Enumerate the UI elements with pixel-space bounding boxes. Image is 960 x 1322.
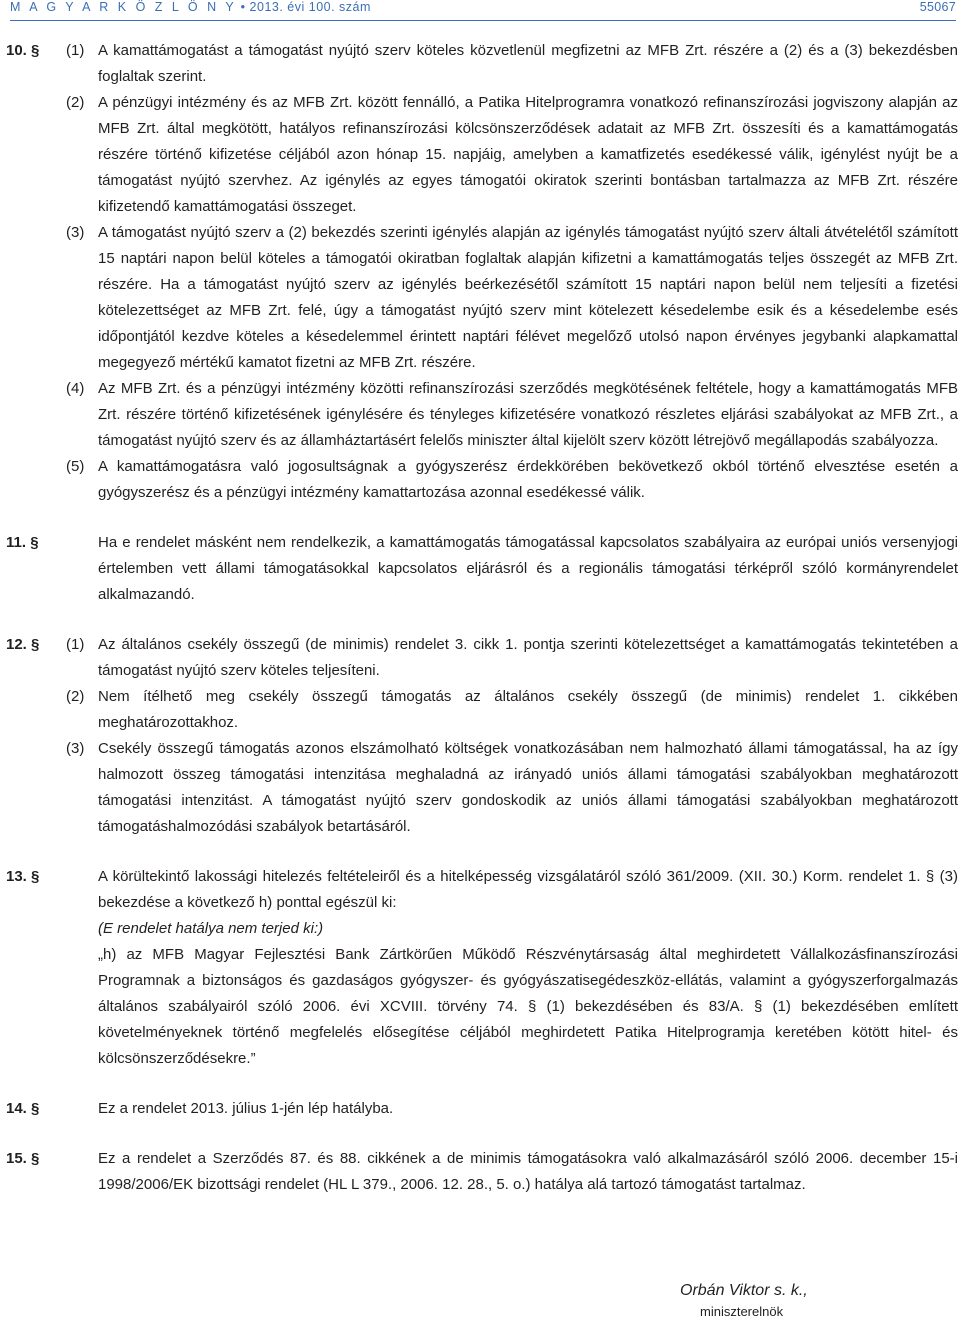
header-bullet: • bbox=[240, 0, 246, 14]
paragraph-4 bbox=[0, 376, 960, 454]
section-text: Ez a rendelet a Szerződés 87. és 88. cikkének a de minimis támogatásokra való alkalmazásáról szóló 2006. december 15-i 1998/2006/EK bizottsági rendelet (HL L 379., 2006. 12. 28., 5. o.) hatálya alá tartozó támogatást tartalmaz. bbox=[98, 1150, 958, 1193]
paragraph-2 bbox=[0, 90, 960, 220]
inserted-point-quote: „h) az MFB Magyar Fejlesztési Bank Zártkörűen Működő Részvénytársaság által meghirdetett Vállalkozásfinanszírozási Programnak a biztonságos és gazdaságos gyógyszer- és gyógyászatisegédeszköz-ellátás, valamint a gyógyszerforgalmazás általános szabályairól szóló 2006. évi XCVIII. törvény 74. § (1) bekezdésében és 83/A. § (1) bekezdésében említett követelményeknek történő megfelelés elősegítése céljából meghirdetett Patika Hitelprogramja keretében kötött hitel- és kölcsönszerződésekre.” bbox=[98, 946, 958, 1067]
paragraph-number: (4) bbox=[66, 380, 85, 397]
paragraph-number: (1) bbox=[66, 42, 85, 59]
section-number: 15. § bbox=[6, 1150, 40, 1167]
paragraph-text: A pénzügyi intézmény és az MFB Zrt. között fennálló, a Patika Hitelprogramra vonatkozó refinanszírozási jogviszony alapján az MFB Zrt. által megkötött, hatályos refinanszírozási kölcsönszerződések adatait az MFB Zrt. összesíti és a kamattámogatás részére történő kifizetése céljából azon hónap 15. napjáig, amelyben a kamatfizetés esedékessé válik, igénylést nyújt be a támogatást nyújtó szervhez. Az igénylés az egyes támogatói okiratok szerinti bontásban tartalmazza az MFB Zrt. részére kifizetendő kamattámogatási összeget. bbox=[98, 94, 958, 215]
section-10 bbox=[0, 38, 960, 506]
paragraph-1 bbox=[0, 38, 960, 90]
paragraph-text: Az általános csekély összegű (de minimis) rendelet 3. cikk 1. pontja szerinti kötelezettséget a kamattámogatás tekintetében a támogatást nyújtó szerv köteles teljesíteni. bbox=[98, 636, 958, 679]
header-journal-issue bbox=[10, 0, 371, 14]
page-header bbox=[10, 0, 956, 17]
section-13 bbox=[0, 864, 960, 1072]
paragraph-number: (2) bbox=[66, 688, 85, 705]
section-11 bbox=[0, 530, 960, 608]
paragraph-text: A támogatást nyújtó szerv a (2) bekezdés szerinti igénylés alapján az igénylés támogatást nyújtó szerv általi átvételétől számított 15 naptári napon belül köteles a támogatói okiratban foglaltak alapján kifizetni a kamattámogatás teljes összegét az MFB Zrt. részére. Ha a támogatást nyújtó szerv az igénylés beérkezésétől számított 15 naptári napon belül nem teljesíti a fizetési kötelezettséget az MFB Zrt. felé, úgy a támogatást nyújtó szerv mint kötelezett késedelembe esik és a késedelembe esés időpontjától kezdve köteles a késedelemmel érintett naptári félévet megelőző utolsó napon érvényes jegybanki alapkamattal megegyező mértékű kamatot fizetni az MFB Zrt. részére. bbox=[98, 224, 958, 371]
section-number: 11. § bbox=[6, 534, 39, 551]
paragraph-2 bbox=[0, 684, 960, 736]
paragraph-5 bbox=[0, 454, 960, 506]
document-body bbox=[0, 38, 960, 1198]
section-15 bbox=[0, 1146, 960, 1198]
paragraph-text: Nem ítélhető meg csekély összegű támogatás az általános csekély összegű (de minimis) rendelet 1. cikkében meghatározottakhoz. bbox=[98, 688, 958, 731]
section-number: 13. § bbox=[6, 868, 40, 885]
paragraph-3 bbox=[0, 220, 960, 376]
journal-title: M A G Y A R K Ö Z L Ö N Y bbox=[10, 0, 237, 14]
paragraph-number: (1) bbox=[66, 636, 85, 653]
paragraph-1 bbox=[0, 632, 960, 684]
signatory-name: Orbán Viktor s. k., bbox=[680, 1282, 808, 1299]
section-text: Ha e rendelet másként nem rendelkezik, a kamattámogatás támogatással kapcsolatos szabályaira az európai uniós versenyjogi értelemben vett állami támogatásokkal kapcsolatos eljárásról és a regionális támogatási térképről szóló kormányrendelet alkalmazandó. bbox=[98, 534, 958, 603]
section-number: 10. § bbox=[6, 42, 40, 59]
paragraph-number: (2) bbox=[66, 94, 85, 111]
header-rule bbox=[10, 20, 956, 21]
section-14 bbox=[0, 1096, 960, 1122]
paragraph-text: A kamattámogatást a támogatást nyújtó szerv köteles közvetlenül megfizetni az MFB Zrt. részére a (2) és a (3) bekezdésben foglaltak szerint. bbox=[98, 42, 958, 85]
paragraph-text: Az MFB Zrt. és a pénzügyi intézmény közötti refinanszírozási szerződés megkötésének feltétele, hogy a kamattámogatás MFB Zrt. részére történő kifizetésének igénylésére és tényleges kifizetésére vonatkozó részletes eljárási szabályokat az MFB Zrt., a támogatást nyújtó szerv és az államháztartásért felelős miniszter által kijelölt szerv között létrejövő megállapodás szabályozza. bbox=[98, 380, 958, 449]
section-number: 14. § bbox=[6, 1100, 40, 1117]
page-number: 55067 bbox=[919, 0, 956, 14]
paragraph-text: Csekély összegű támogatás azonos elszámolható költségek vonatkozásában nem halmozható állami támogatással, ha az így halmozott összeg támogatási intenzitása meghaladná az irányadó uniós állami támogatási szabályokban meghatározott támogatási intenzitást. A támogatást nyújtó szerv gondoskodik az uniós állami támogatási szabályokban meghatározott támogatáshalmozódási szabályok betartásáról. bbox=[98, 740, 958, 835]
signatory-role: miniszterelnök bbox=[700, 1304, 784, 1319]
section-number: 12. § bbox=[6, 636, 40, 653]
section-text: Ez a rendelet 2013. július 1-jén lép hatályba. bbox=[98, 1100, 394, 1117]
paragraph-number: (3) bbox=[66, 224, 85, 241]
section-text: A körültekintő lakossági hitelezés feltételeiről és a hitelképesség vizsgálatáról szóló 361/2009. (XII. 30.) Korm. rendelet 1. § (3) bekezdése a következő h) ponttal egészül ki: bbox=[98, 868, 958, 911]
paragraph-number: (3) bbox=[66, 740, 85, 757]
section-12 bbox=[0, 632, 960, 840]
paragraph-number: (5) bbox=[66, 458, 85, 475]
amended-context: (E rendelet hatálya nem terjed ki:) bbox=[98, 920, 324, 937]
paragraph-3 bbox=[0, 736, 960, 840]
paragraph-text: A kamattámogatásra való jogosultságnak a gyógyszerész érdekkörében bekövetkező okból történő elvesztése esetén a gyógyszerész és a pénzügyi intézmény kamattartozása azonnal esedékessé válik. bbox=[98, 458, 958, 501]
issue-label: 2013. évi 100. szám bbox=[249, 0, 371, 14]
